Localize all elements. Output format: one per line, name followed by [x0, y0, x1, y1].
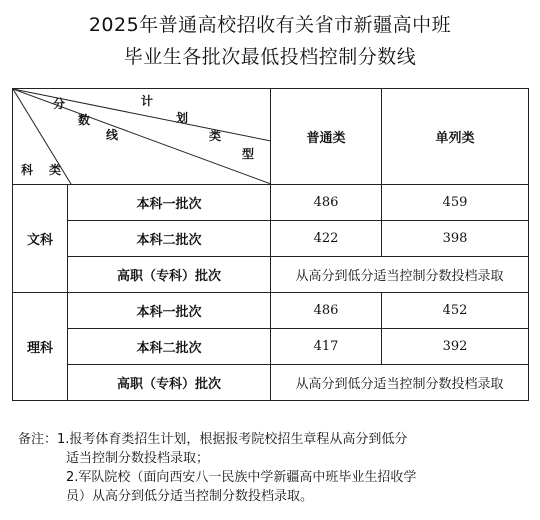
- score-cell-danlie: 452: [382, 293, 529, 329]
- batch-cell: 本科一批次: [68, 293, 271, 329]
- col-header-putong: 普通类: [271, 89, 382, 185]
- diag-char-ke: 科: [21, 163, 34, 177]
- note-1-continued: 适当控制分数投档录取；: [66, 451, 210, 466]
- batch-cell: 高职（专科）批次: [68, 257, 271, 293]
- table-row: [13, 185, 529, 221]
- merged-rule-cell: 从高分到低分适当控制分数投档录取: [271, 257, 529, 293]
- table-row: [13, 329, 529, 365]
- note-2: 2.军队院校（面向西安八一民族中学新疆高中班毕业生招收学: [66, 470, 417, 485]
- score-cell-danlie: 392: [382, 329, 529, 365]
- score-cell-putong: 486: [271, 185, 382, 221]
- diagonal-header-cell: [13, 89, 271, 185]
- merged-rule-cell: 从高分到低分适当控制分数投档录取: [271, 365, 529, 401]
- diag-char-ji: 计: [141, 94, 154, 108]
- page-title-line2: 毕业生各批次最低投档控制分数线: [123, 46, 417, 68]
- diag-char-lei: 类: [209, 129, 222, 143]
- score-cell-danlie: 398: [382, 221, 529, 257]
- diag-char-xing: 型: [242, 147, 255, 161]
- batch-cell: 本科二批次: [68, 221, 271, 257]
- subject-cell-wenke: 文科: [13, 185, 68, 293]
- table-row: [13, 365, 529, 401]
- batch-cell: 高职（专科）批次: [68, 365, 271, 401]
- col-header-danlie: 单列类: [382, 89, 529, 185]
- subject-cell-like: 理科: [13, 293, 68, 401]
- batch-cell: 本科二批次: [68, 329, 271, 365]
- score-cell-putong: 417: [271, 329, 382, 365]
- diag-char-lei2: 类: [49, 163, 62, 177]
- note-2-continued: 员）从高分到低分适当控制分数投档录取。: [66, 489, 314, 504]
- table-header-row: [13, 89, 529, 185]
- note-1: 1.报考体育类招生计划，根据报考院校招生章程从高分到低分: [57, 432, 408, 447]
- diag-char-fen: 分: [53, 97, 66, 111]
- notes-label: 备注：: [18, 432, 58, 447]
- note-line: [18, 430, 528, 449]
- notes-block: [18, 430, 528, 506]
- score-cell-putong: 486: [271, 293, 382, 329]
- score-cell-putong: 422: [271, 221, 382, 257]
- table-row: [13, 257, 529, 293]
- diag-char-xian: 线: [106, 128, 119, 142]
- page-title-line1: 2025年普通高校招收有关省市新疆高中班: [88, 14, 452, 36]
- table-row: [13, 221, 529, 257]
- diag-char-shu: 数: [78, 113, 91, 127]
- score-table: [12, 88, 529, 401]
- diag-char-hua: 划: [176, 111, 189, 125]
- score-cell-danlie: 459: [382, 185, 529, 221]
- table-row: [13, 293, 529, 329]
- batch-cell: 本科一批次: [68, 185, 271, 221]
